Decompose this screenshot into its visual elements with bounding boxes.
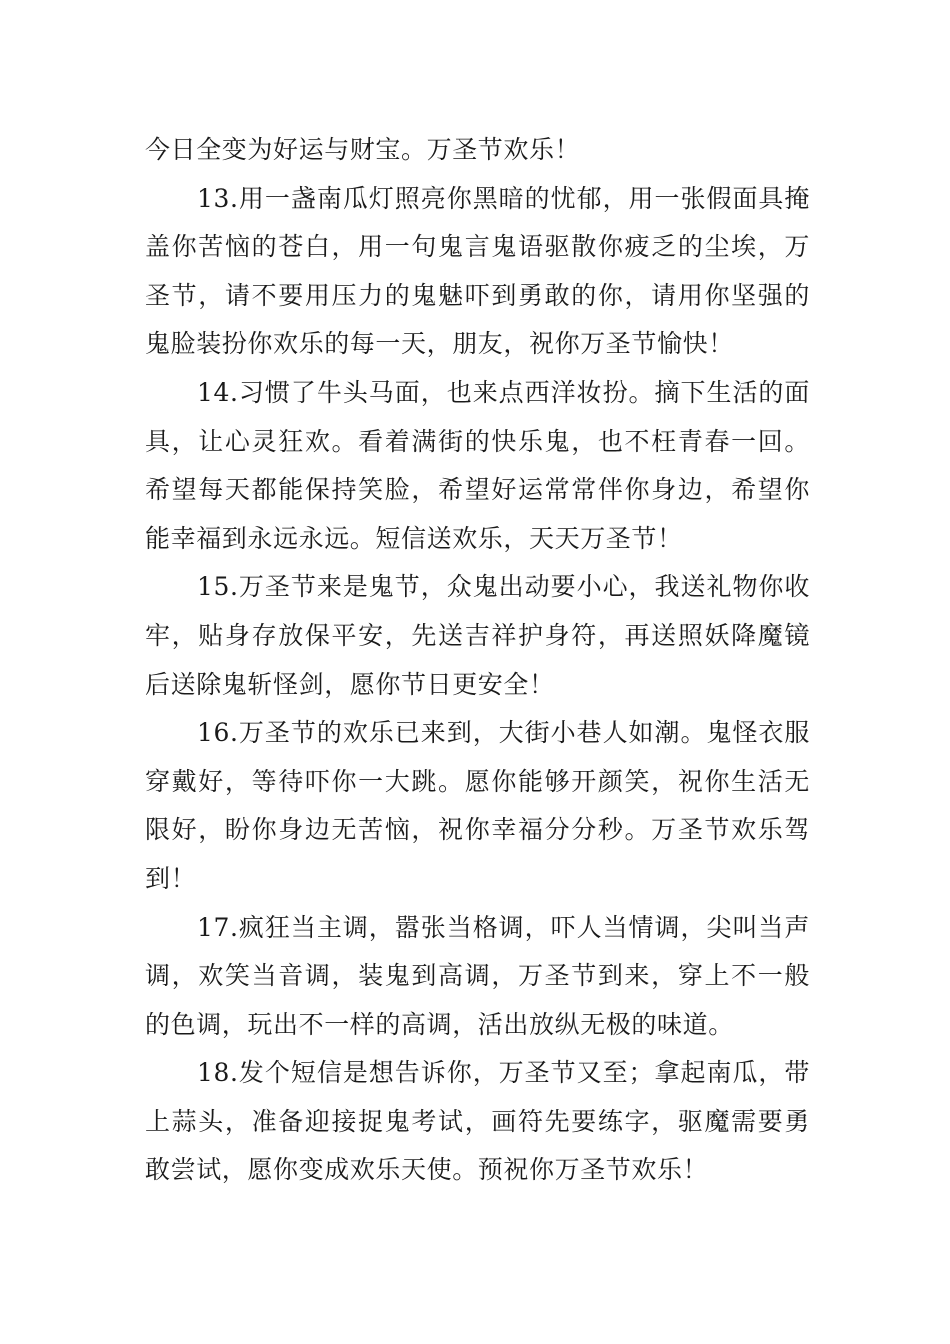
paragraph-item-18: 18.发个短信是想告诉你，万圣节又至；拿起南瓜，带上蒜头，准备迎接捉鬼考试，画符先要练字，驱魔需要勇敢尝试，愿你变成欢乐天使。预祝你万圣节欢乐！ [145,1058,810,1185]
paragraph-continuation: 今日全变为好运与财宝。万圣节欢乐！ [145,135,581,164]
paragraph-item-14: 14.习惯了牛头马面，也来点西洋妆扮。摘下生活的面具，让心灵狂欢。看着满街的快乐鬼，也不枉青春一回。希望每天都能保持笑脸，希望好运常常伴你身边，希望你能幸福到永远永远。短信送欢乐，天天万圣节！ [145,377,810,553]
document-body [145,126,810,1195]
paragraph-item-17: 17.疯狂当主调，嚣张当格调，吓人当情调，尖叫当声调，欢笑当音调，装鬼到高调，万圣节到来，穿上不一般的色调，玩出不一样的高调，活出放纵无极的味道。 [145,912,810,1039]
paragraph-item-13: 13.用一盏南瓜灯照亮你黑暗的忧郁，用一张假面具掩盖你苦恼的苍白，用一句鬼言鬼语驱散你疲乏的尘埃，万圣节，请不要用压力的鬼魅吓到勇敢的你，请用你坚强的鬼脸装扮你欢乐的每一天，朋友，祝你万圣节愉快！ [145,183,810,359]
paragraph-item-15: 15.万圣节来是鬼节，众鬼出动要小心，我送礼物你收牢，贴身存放保平安，先送吉祥护身符，再送照妖降魔镜后送除鬼斩怪剑，愿你节日更安全！ [145,572,810,699]
paragraph-item-16: 16.万圣节的欢乐已来到，大街小巷人如潮。鬼怪衣服穿戴好，等待吓你一大跳。愿你能够开颜笑，祝你生活无限好，盼你身边无苦恼，祝你幸福分分秒。万圣节欢乐驾到！ [145,718,810,893]
